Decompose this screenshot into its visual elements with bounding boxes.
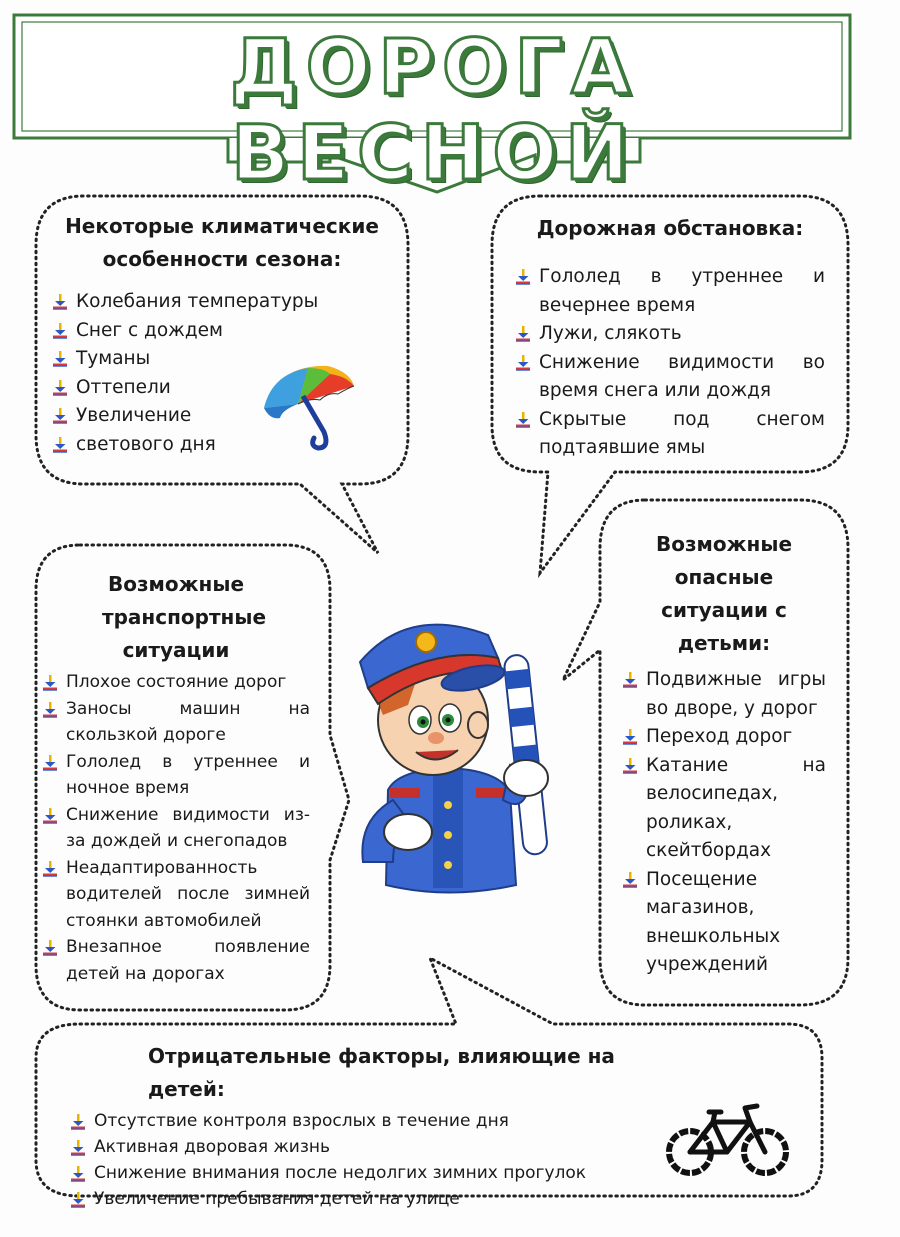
road-item: Снижение видимости во время снега или дождя (515, 349, 825, 406)
bullet-arrow-icon (70, 1192, 86, 1208)
bullet-arrow-icon (42, 675, 58, 691)
bullet-arrow-icon (52, 380, 68, 396)
climate-item: светового дня (52, 431, 342, 460)
negative-heading: Отрицательные факторы, влияющие на детей: (148, 1044, 615, 1101)
bullet-arrow-icon (52, 351, 68, 367)
bullet-arrow-icon (42, 702, 58, 718)
traffic-officer-illustration (338, 600, 563, 900)
bullet-arrow-icon (515, 269, 531, 285)
bullet-arrow-icon (70, 1140, 86, 1156)
umbrella-icon (258, 360, 358, 455)
bullet-arrow-icon (52, 408, 68, 424)
climate-heading: Некоторые климатические особенности сезона: (65, 214, 379, 271)
negative-item: Снижение внимания после недолгих зимних прогулок (70, 1160, 690, 1186)
negative-item: Активная дворовая жизнь (70, 1134, 690, 1160)
bullet-arrow-icon (52, 294, 68, 310)
bullet-arrow-icon (42, 808, 58, 824)
bullet-arrow-icon (515, 355, 531, 371)
bullet-arrow-icon (515, 412, 531, 428)
danger-section (622, 528, 826, 980)
climate-item: Оттепели (52, 374, 342, 403)
negative-item: Отсутствие контроля взрослых в течение дня (70, 1108, 690, 1134)
danger-heading: Возможные опасные ситуации с детьми: (655, 532, 793, 655)
bicycle-icon (665, 1100, 790, 1180)
bullet-arrow-icon (70, 1114, 86, 1130)
road-item: Скрытые под снегом подтаявшие ямы (515, 406, 825, 463)
road-heading: Дорожная обстановка: (536, 216, 804, 240)
transport-item: Неадаптированность водителей после зимней стоянки автомобилей (42, 855, 310, 935)
climate-item: Увеличение (52, 402, 342, 431)
transport-item: Внезапное появление детей на дорогах (42, 934, 310, 987)
bullet-arrow-icon (622, 729, 638, 745)
transport-item: Заносы машин на скользкой дороге (42, 696, 310, 749)
danger-item: Посещение магазинов, внешкольных учреждений (622, 866, 826, 980)
danger-item: Подвижные игры во дворе, у дорог (622, 666, 826, 723)
page-title: ДОРОГА ВЕСНОЙ (230, 22, 638, 197)
bullet-arrow-icon (42, 861, 58, 877)
transport-item: Гололед в утреннее и ночное время (42, 749, 310, 802)
road-section (515, 212, 825, 463)
bullet-arrow-icon (622, 872, 638, 888)
transport-item: Снижение видимости из-за дождей и снегопадов (42, 802, 310, 855)
bullet-arrow-icon (52, 437, 68, 453)
bullet-arrow-icon (515, 326, 531, 342)
bullet-arrow-icon (622, 758, 638, 774)
transport-heading: Возможные транспортные ситуации (102, 572, 267, 662)
bullet-arrow-icon (70, 1166, 86, 1182)
bullet-arrow-icon (42, 755, 58, 771)
bullet-arrow-icon (622, 672, 638, 688)
road-item: Гололед в утреннее и вечернее время (515, 263, 825, 320)
negative-section (70, 1040, 690, 1212)
climate-item: Колебания температуры (52, 288, 342, 317)
climate-item: Туманы (52, 345, 342, 374)
transport-item: Плохое состояние дорог (42, 669, 310, 696)
bullet-arrow-icon (42, 940, 58, 956)
danger-item: Переход дорог (622, 723, 826, 752)
road-item: Лужи, слякоть (515, 320, 825, 349)
climate-item: Снег с дождем (52, 317, 342, 346)
negative-item: Увеличение пребывания детей на улице (70, 1186, 690, 1212)
danger-item: Катание на велосипедах, роликах, скейтбордах (622, 752, 826, 866)
transport-section (42, 568, 310, 987)
bullet-arrow-icon (52, 323, 68, 339)
